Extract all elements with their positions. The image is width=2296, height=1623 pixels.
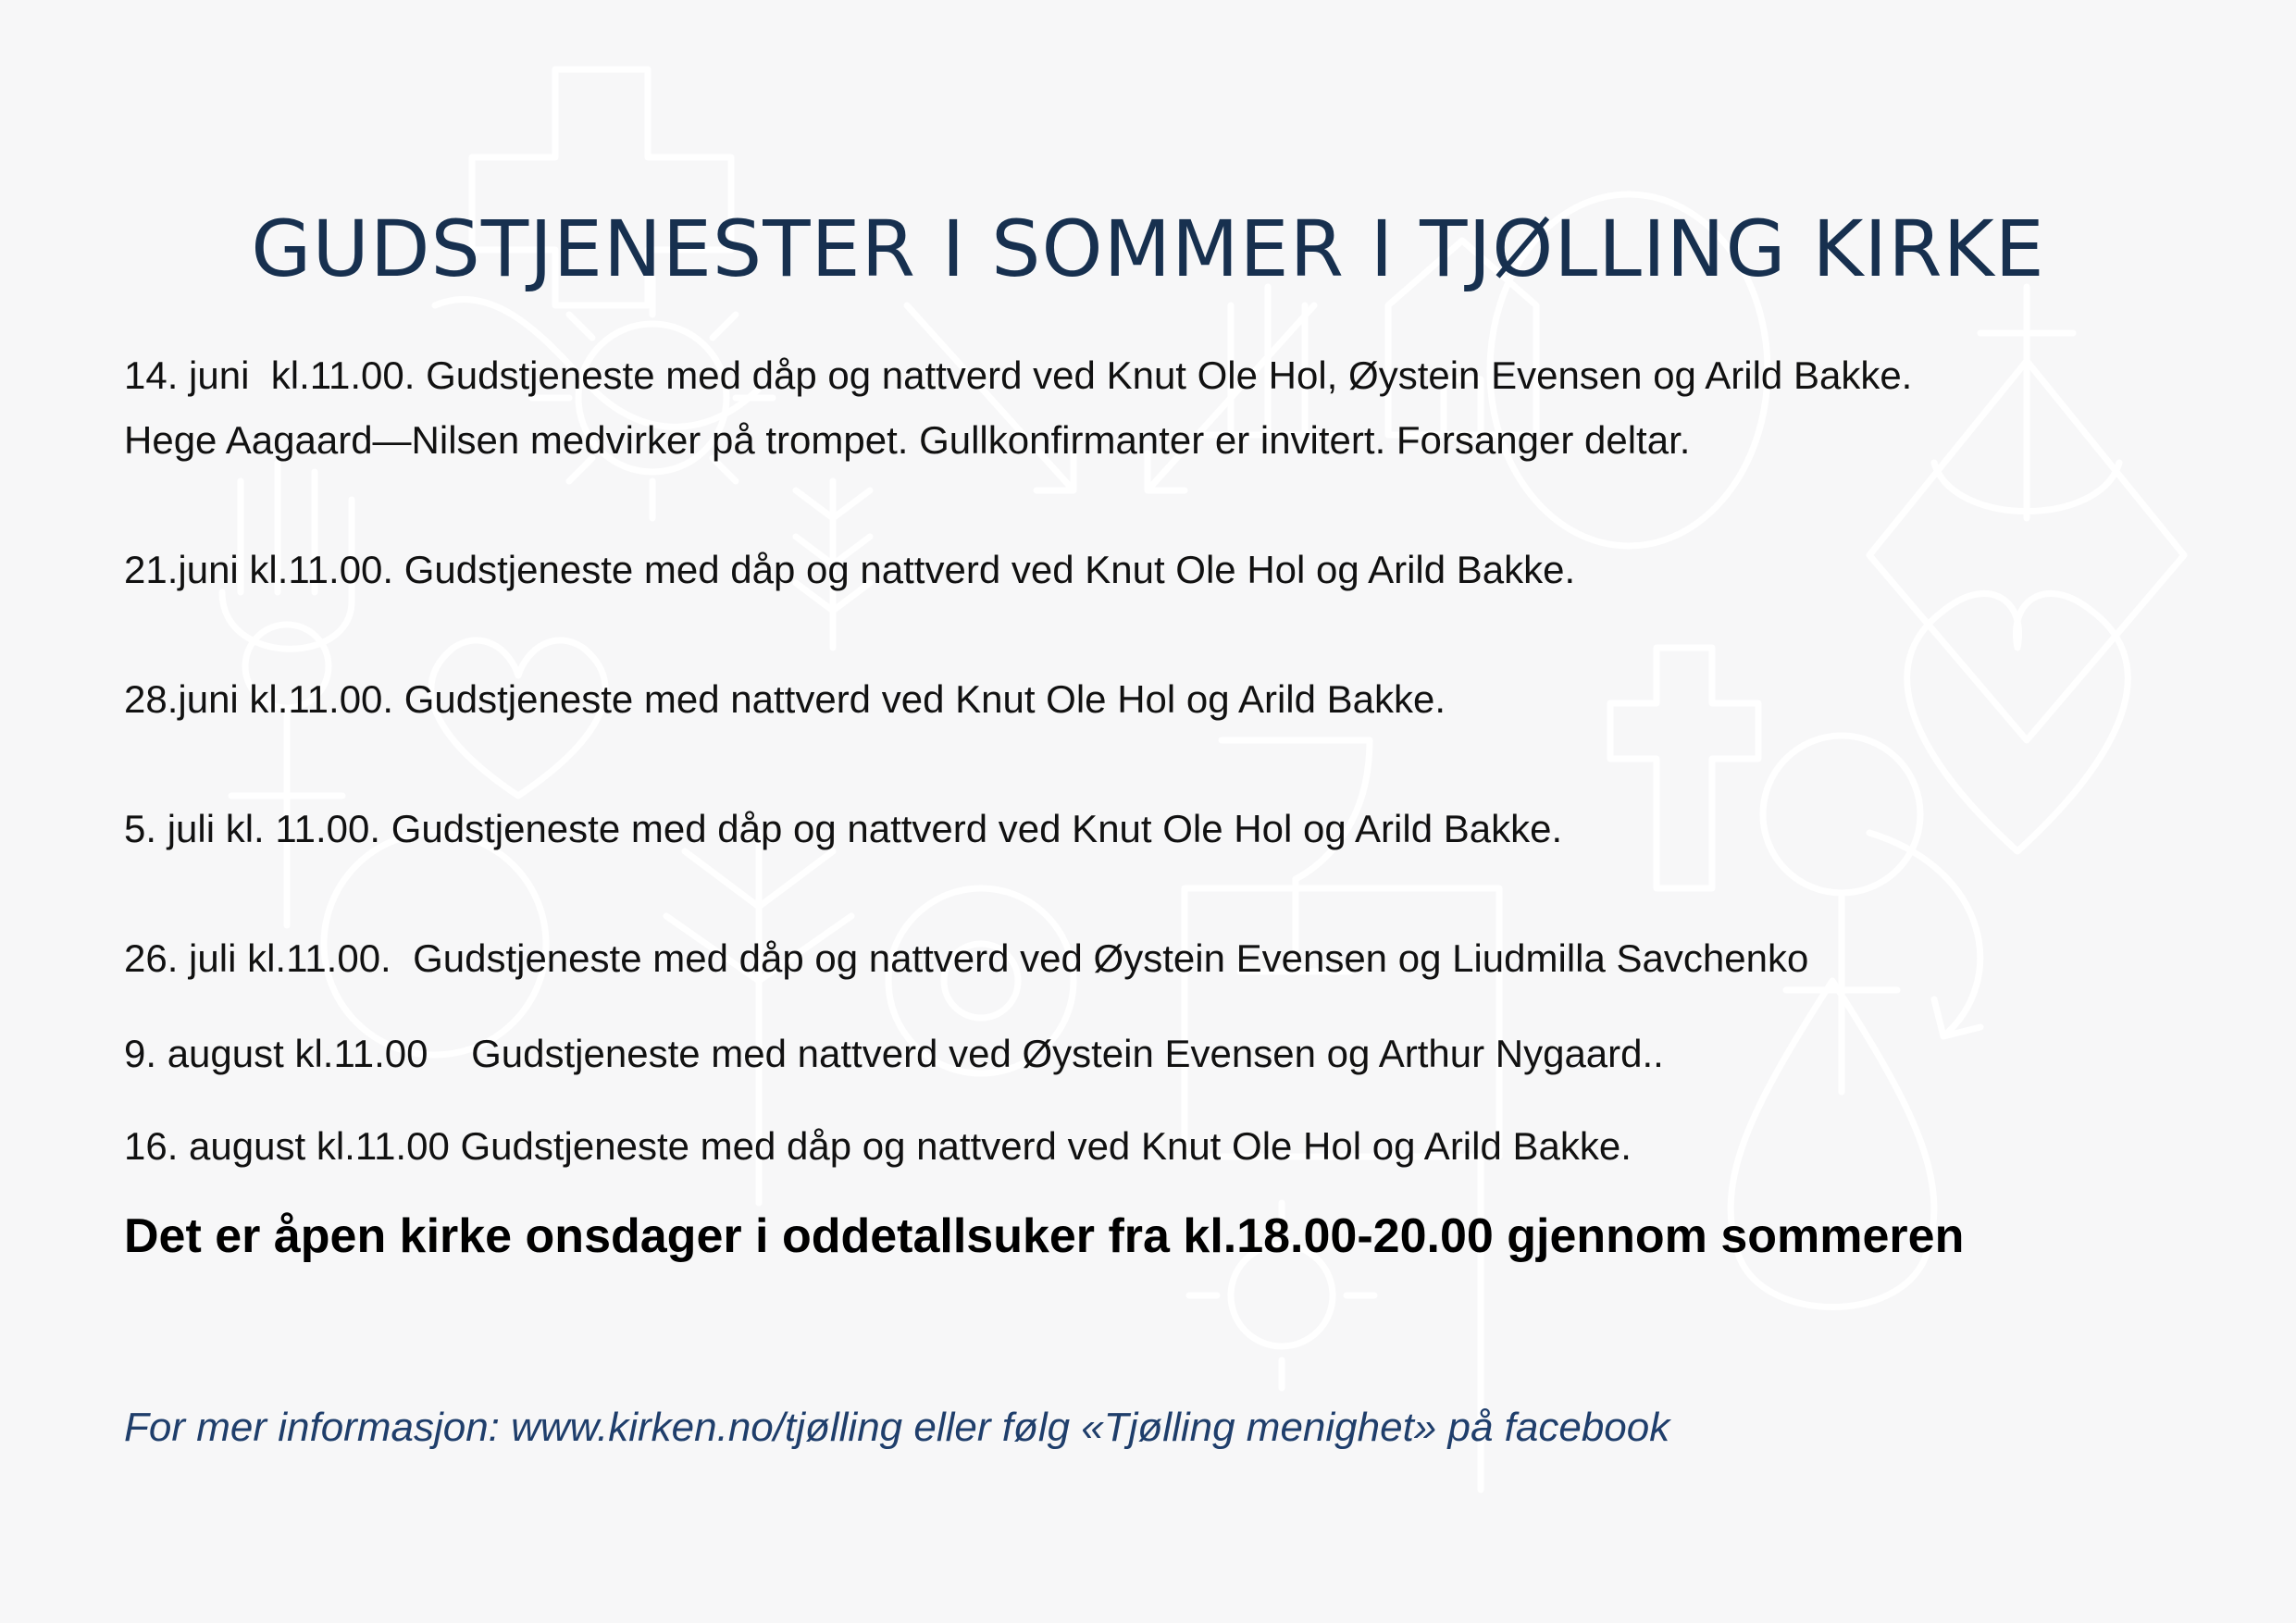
open-church-notice: Det er åpen kirke onsdager i oddetallsuker fra kl.18.00-20.00 gjennom sommeren — [124, 1209, 1965, 1263]
service-line: 5. juli kl. 11.00. Gudstjeneste med dåp og nattverd ved Knut Ole Hol og Arild Bakke. — [124, 807, 1563, 850]
page-title: GUDSTJENESTER I SOMMER I TJØLLING KIRKE — [251, 204, 2045, 294]
service-line: 16. august kl.11.00 Gudstjeneste med dåp og nattverd ved Knut Ole Hol og Arild Bakke. — [124, 1124, 1632, 1168]
service-line: 26. juli kl.11.00. Gudstjeneste med dåp og nattverd ved Øystein Evensen og Liudmilla Savchenko — [124, 936, 1809, 980]
footer-info: For mer informasjon: www.kirken.no/tjølling eller følg «Tjølling menighet» på facebook — [124, 1405, 1670, 1450]
service-line: 21.juni kl.11.00. Gudstjeneste med dåp og nattverd ved Knut Ole Hol og Arild Bakke. — [124, 548, 1576, 591]
service-line: 28.juni kl.11.00. Gudstjeneste med nattverd ved Knut Ole Hol og Arild Bakke. — [124, 677, 1446, 721]
service-line: 9. august kl.11.00 Gudstjeneste med nattverd ved Øystein Evensen og Arthur Nygaard.. — [124, 1032, 1664, 1075]
service-line: 14. juni kl.11.00. Gudstjeneste med dåp og nattverd ved Knut Ole Hol, Øystein Evensen og Arild Bakke. — [124, 353, 1913, 397]
service-line: Hege Aagaard—Nilsen medvirker på trompet. Gullkonfirmanter er invitert. Forsanger deltar. — [124, 418, 1691, 462]
